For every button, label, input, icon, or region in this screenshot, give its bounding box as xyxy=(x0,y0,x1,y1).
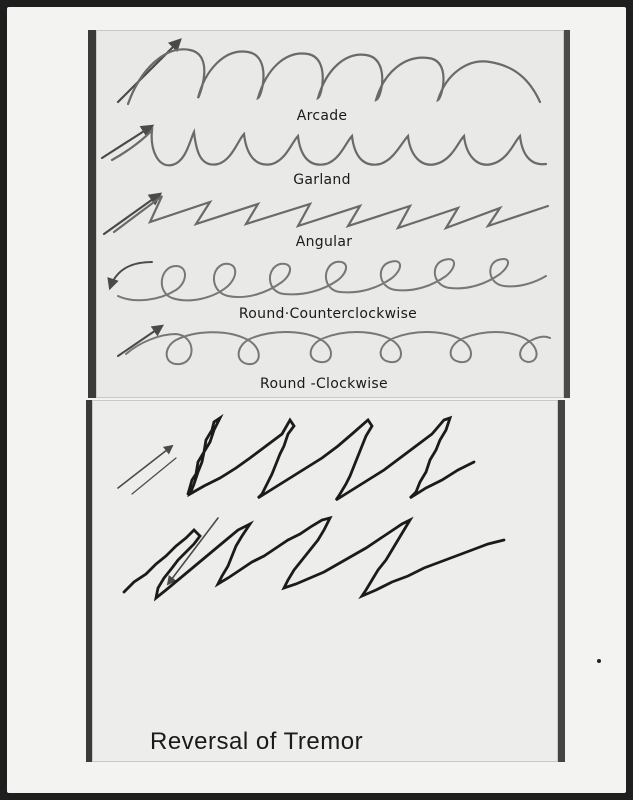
tremor-upper-arrow xyxy=(118,446,172,488)
label-garland: Garland xyxy=(293,172,351,188)
garland-sample xyxy=(102,126,546,165)
round-ccw-sample xyxy=(110,259,546,300)
label-round-clockwise: Round -Clockwise xyxy=(260,376,388,392)
speck-mark xyxy=(597,659,601,663)
angular-stroke xyxy=(114,196,548,232)
caption-reversal-of-tremor: Reversal of Tremor xyxy=(150,728,364,755)
round-cw-arrow xyxy=(118,326,162,356)
tremor-upper-arrow-2 xyxy=(132,458,176,494)
label-angular: Angular xyxy=(295,234,353,250)
round-ccw-arrow xyxy=(110,262,152,288)
tremor-lower-stroke xyxy=(124,518,504,598)
label-round-counterclockwise: Round·Counterclockwise xyxy=(238,306,418,322)
angular-sample xyxy=(104,194,548,234)
tremor-sample-upper xyxy=(118,418,474,500)
angular-arrow xyxy=(104,194,160,234)
round-cw-stroke xyxy=(126,332,550,364)
round-ccw-stroke xyxy=(118,259,546,300)
arcade-sample xyxy=(118,40,540,104)
tremor-lower-arrow xyxy=(168,518,218,584)
tremor-sample-lower xyxy=(124,518,504,598)
arcade-stroke xyxy=(128,49,540,104)
garland-stroke xyxy=(112,130,546,165)
round-cw-sample xyxy=(118,326,550,364)
garland-arrow xyxy=(102,126,152,158)
arcade-arrow xyxy=(118,40,180,102)
tremor-upper-stroke xyxy=(188,418,474,500)
label-arcade: Arcade xyxy=(296,108,348,124)
